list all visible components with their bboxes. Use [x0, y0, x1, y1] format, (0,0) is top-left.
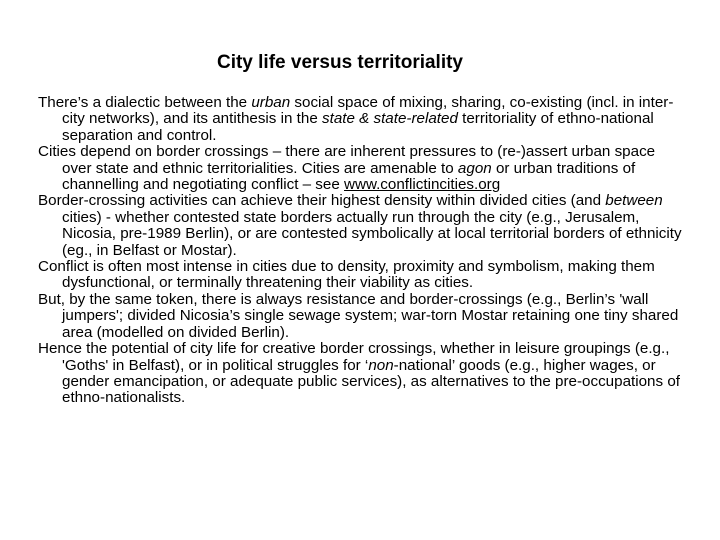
text-run: Cities depend on border crossings – there are inherent pressures to (re-)assert urban space over state and ethnic territorialities. Cities are amenable to: [38, 143, 656, 177]
emphasis-between: between: [605, 192, 663, 210]
text-run: or urban traditions of channelling and negotiating conflict – see: [62, 159, 636, 194]
conflictincities-link[interactable]: www.conflictincities.org: [344, 176, 501, 194]
text-run: territoriality of ethno-national separation and control.: [62, 110, 654, 144]
text-run: social space of mixing, sharing, co-existing (incl. in inter-city networks), and its antithesis in the: [62, 94, 674, 128]
text-run: But, by the same token, there is always resistance and border-crossings (e.g., Berlin’s 'wall jumpers'; divided Nicosia’s single sewage system; war-torn Mostar retaining one tiny shared area (modelled on divided Berlin).: [38, 290, 679, 341]
emphasis-agon: agon: [457, 159, 492, 177]
paragraph-divided-cities: [38, 193, 688, 259]
paragraph-conflict-intensity: [38, 259, 688, 292]
slide-body: [38, 95, 688, 407]
text-run: Hence the potential of city life for creative border crossings, whether in leisure groupings (e.g., 'Goths' in Belfast), or in political struggles for ‘: [38, 340, 670, 374]
paragraph-urban-dialectic: [38, 95, 688, 144]
slide-title: City life versus territoriality: [216, 52, 464, 73]
paragraph-creative-crossings: [38, 341, 688, 407]
emphasis-urban: urban: [251, 94, 291, 111]
text-run: There’s a dialectic between the: [38, 94, 252, 111]
paragraph-border-crossings: [38, 144, 688, 193]
text-run: Border-crossing activities can achieve their highest density within divided cities (and: [38, 192, 606, 210]
emphasis-state: state & state-related: [322, 110, 458, 128]
text-run: cities) - whether contested state borders actually run through the city (e.g., Jerusalem, Nicosia, pre-1989 Berlin), or are contested symbolically at local territorial borders of ethnicity (eg., in Belfast or Mostar).: [62, 208, 682, 259]
paragraph-resistance: [38, 292, 688, 341]
text-run: Conflict is often most intense in cities due to density, proximity and symbolism, making them dysfunctional, or terminally threatening their viability as cities.: [38, 258, 655, 292]
text-run: -national’ goods (e.g., higher wages, or gender emancipation, or adequate public services), as alternatives to the pre-occupations of ethno-nationalists.: [62, 356, 680, 407]
emphasis-non: non: [368, 356, 394, 374]
